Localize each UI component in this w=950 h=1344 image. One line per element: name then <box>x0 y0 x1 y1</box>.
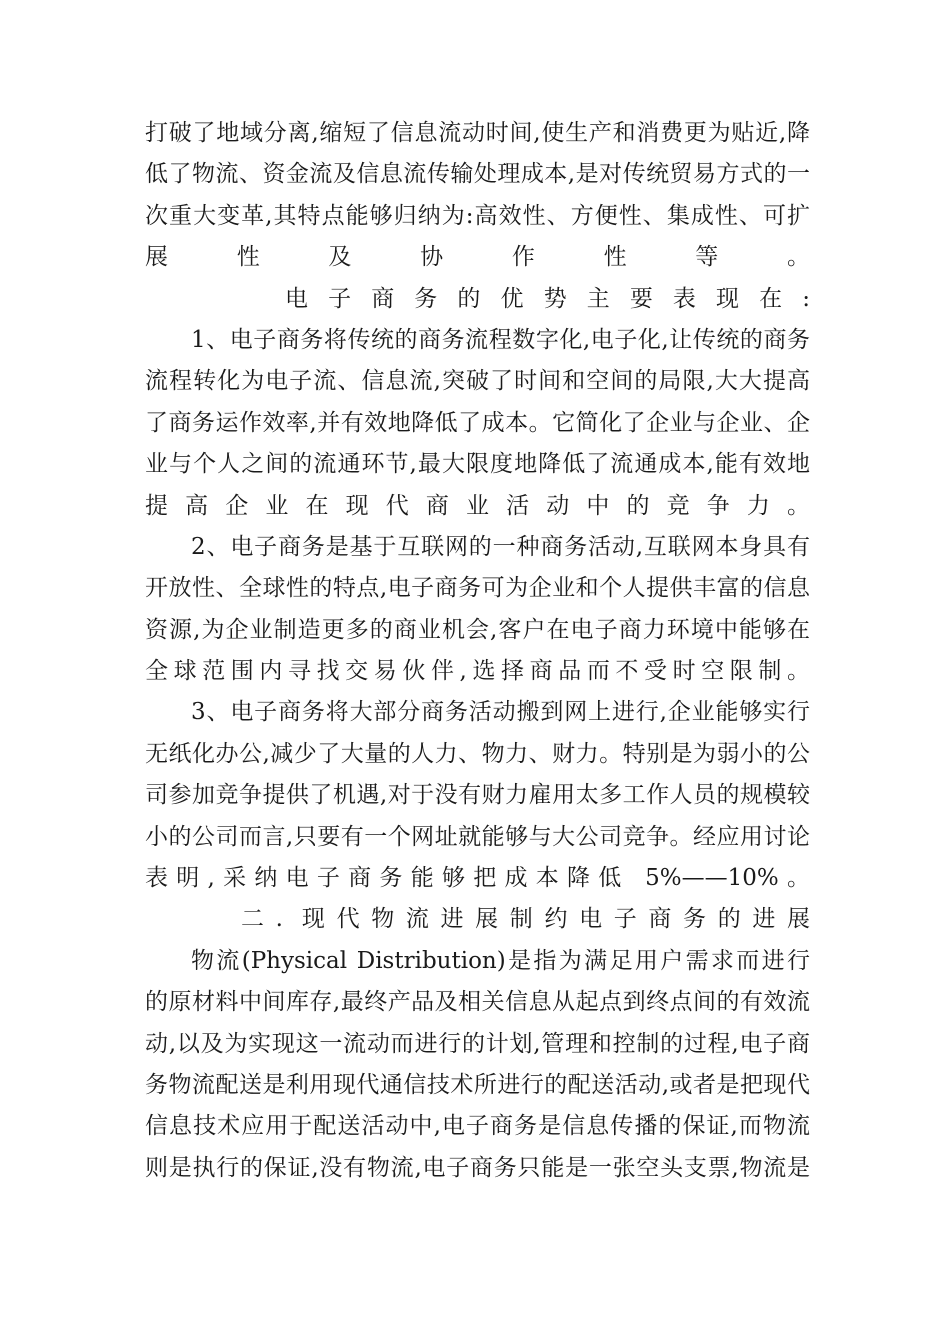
text-line: 表明,采纳电子商务能够把成本降低 5%——10%。 <box>145 865 810 892</box>
text-line: 小的公司而言,只要有一个网址就能够与大公司竞争。经应用讨论 <box>145 823 810 850</box>
text-line: 无纸化办公,减少了大量的人力、物力、财力。特别是为弱小的公 <box>145 740 810 767</box>
text-line: 信息技术应用于配送活动中,电子商务是信息传播的保证,而物流 <box>145 1113 810 1140</box>
text-line: 打破了地域分离,缩短了信息流动时间,使生产和消费更为贴近,降 <box>145 120 810 146</box>
text-line: 流程转化为电子流、信息流,突破了时间和空间的局限,大大提高 <box>145 368 810 395</box>
text-line: 1、电子商务将传统的商务流程数字化,电子化,让传统的商务 <box>191 326 810 353</box>
text-line: 开放性、全球性的特点,电子商务可为企业和个人提供丰富的信息 <box>145 575 810 602</box>
text-line: 次重大变革,其特点能够归纳为:高效性、方便性、集成性、可扩 <box>145 202 810 229</box>
section-heading-advantages: 电子商务的优势主要表现在: <box>285 285 810 312</box>
text-line: 2、电子商务是基于互联网的一种商务活动,互联网本身具有 <box>191 533 810 560</box>
text-line: 提高企业在现代商业活动中的竞争力。 <box>145 492 810 519</box>
text-line: 了商务运作效率,并有效地降低了成本。它简化了企业与企业、企 <box>145 409 810 436</box>
text-line: 的原材料中间库存,最终产品及相关信息从起点到终点间的有效流 <box>145 989 810 1016</box>
body-text <box>145 113 810 1189</box>
text-line: 司参加竞争提供了机遇,对于没有财力雇用太多工作人员的规模较 <box>145 782 810 809</box>
text-line: 资源,为企业制造更多的商业机会,客户在电子商力环境中能够在 <box>145 616 810 643</box>
text-line: 3、电子商务将大部分商务活动搬到网上进行,企业能够实行 <box>191 699 810 726</box>
text-line: 低了物流、资金流及信息流传输处理成本,是对传统贸易方式的一 <box>145 161 810 188</box>
section-heading-logistics: 二. 现代物流进展制约电子商务的进展 <box>241 906 810 933</box>
text-line: 展性及协作性等。 <box>145 244 810 271</box>
text-line: 业与个人之间的流通环节,最大限度地降低了流通成本,能有效地 <box>145 451 810 478</box>
text-line: 务物流配送是利用现代通信技术所进行的配送活动,或者是把现代 <box>145 1071 810 1098</box>
text-line: 动,以及为实现这一流动而进行的计划,管理和控制的过程,电子商 <box>145 1030 810 1057</box>
text-line: 全球范围内寻找交易伙伴,选择商品而不受时空限制。 <box>145 658 810 685</box>
text-line: 则是执行的保证,没有物流,电子商务只能是一张空头支票,物流是 <box>145 1154 810 1181</box>
text-line: 物流(Physical Distribution)是指为满足用户需求而进行 <box>191 947 810 974</box>
